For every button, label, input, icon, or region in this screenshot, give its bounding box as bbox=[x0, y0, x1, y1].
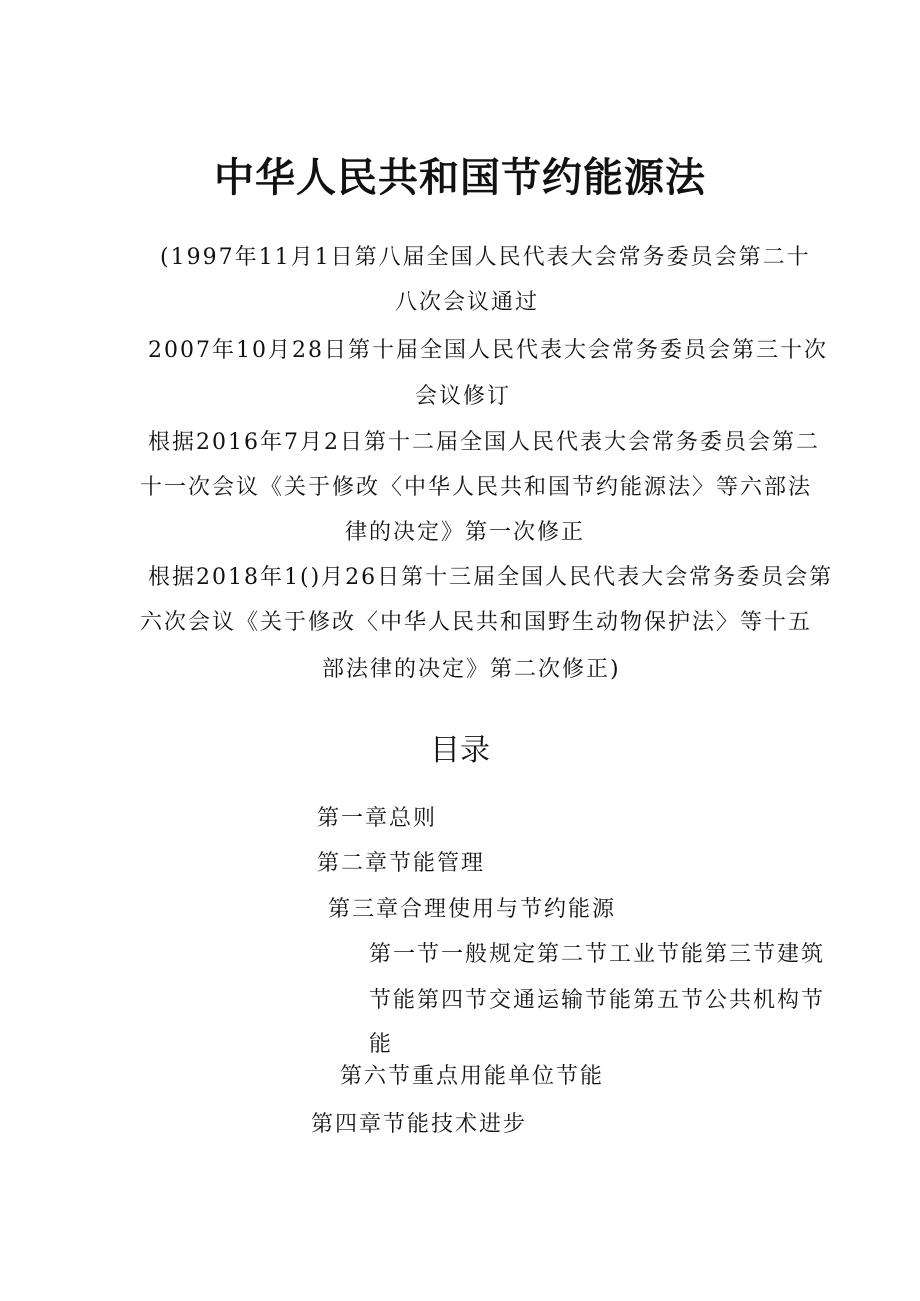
history-line-7: 律的决定》第一次修正 bbox=[345, 520, 586, 545]
toc-chapter-2: 第二章节能管理 bbox=[317, 851, 486, 876]
toc-sections-line-2: 节能第四节交通运输节能第五节公共机构节 bbox=[369, 988, 826, 1013]
history-line-6: 十一次会议《关于修改〈中华人民共和国节约能源法〉等六部法 bbox=[140, 475, 813, 500]
history-line-8: 根据2018年1()月26日第十三届全国人民代表大会常务委员会第 bbox=[148, 565, 834, 590]
toc-chapter-4: 第四章节能技术进步 bbox=[311, 1112, 528, 1137]
history-line-9: 六次会议《关于修改〈中华人民共和国野生动物保护法〉等十五 bbox=[140, 610, 813, 635]
history-line-2: 八次会议通过 bbox=[395, 290, 540, 315]
toc-sections-line-3: 能 bbox=[369, 1032, 394, 1057]
toc-heading: 目录 bbox=[430, 733, 490, 768]
toc-chapter-3: 第三章合理使用与节约能源 bbox=[328, 897, 617, 922]
history-line-3: 2007年10月28日第十届全国人民代表大会常务委员会第三十次 bbox=[148, 338, 828, 363]
history-line-1: (1997年11月1日第八届全国人民代表大会常务委员会第二十 bbox=[160, 245, 811, 270]
toc-section-6: 第六节重点用能单位节能 bbox=[340, 1064, 605, 1089]
document-title: 中华人民共和国节约能源法 bbox=[214, 155, 706, 201]
history-line-10: 部法律的决定》第二次修正) bbox=[322, 657, 621, 682]
history-line-4: 会议修订 bbox=[415, 384, 512, 409]
history-line-5: 根据2016年7月2日第十二届全国人民代表大会常务委员会第二 bbox=[148, 430, 820, 455]
toc-sections-line-1: 第一节一般规定第二节工业节能第三节建筑 bbox=[369, 942, 826, 967]
toc-chapter-1: 第一章总则 bbox=[317, 806, 438, 831]
